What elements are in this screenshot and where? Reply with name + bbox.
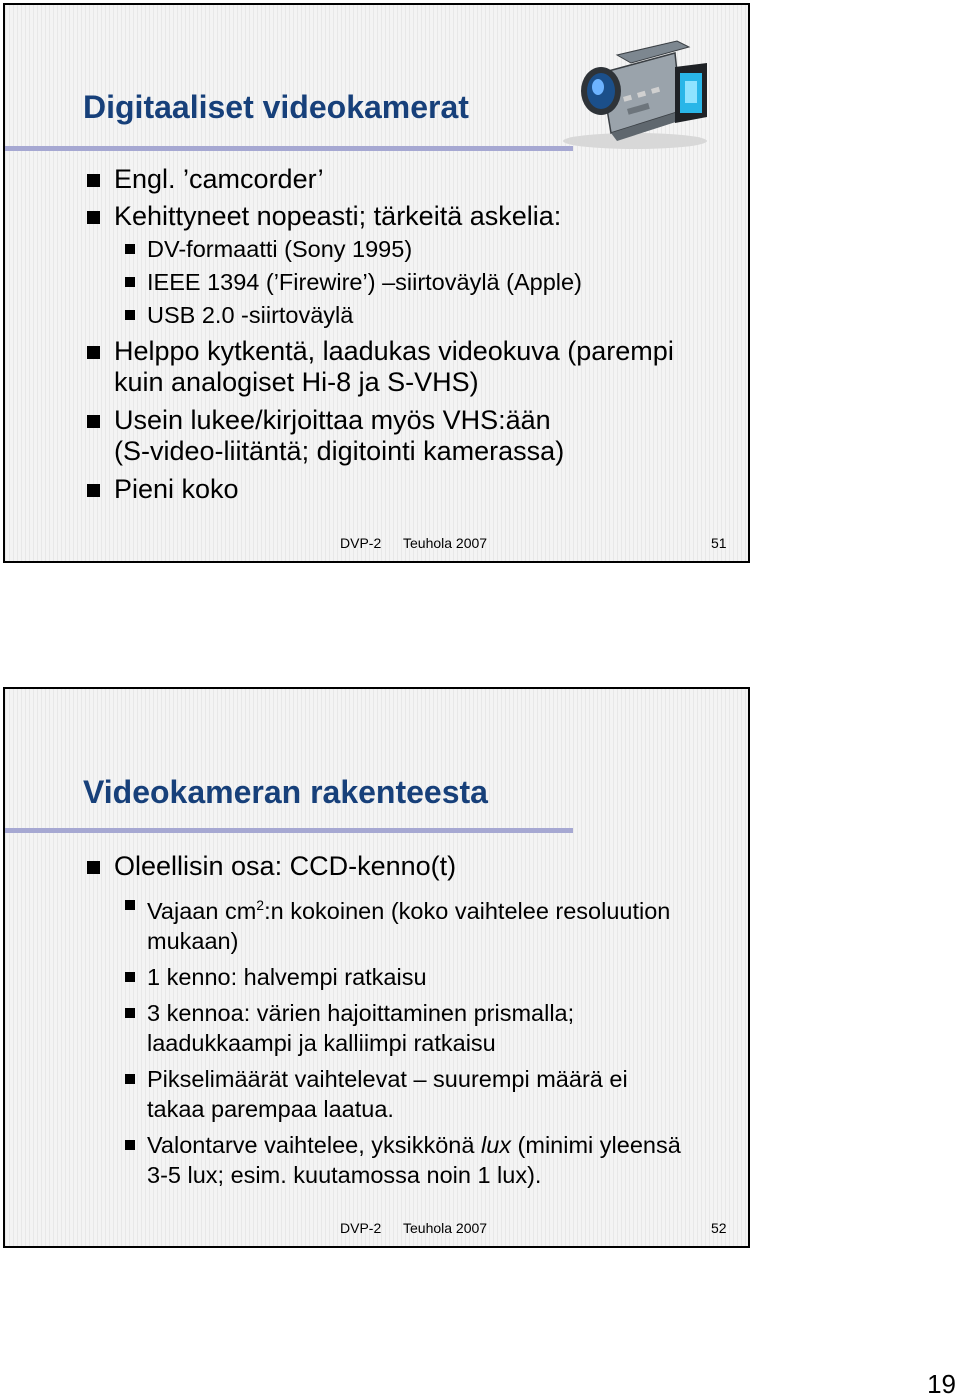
footer-author: Teuhola 2007	[403, 1220, 488, 1236]
footer-course: DVP-2	[340, 535, 382, 551]
sub-bullet-item: 3 kennoa: värien hajoittaminen prismalla; laadukkaampi ja kalliimpi ratkaisu	[5, 998, 748, 1058]
sub-bullet-item: Valontarve vaihtelee, yksikkönä lux (minimi yleensä 3-5 lux; esim. kuutamossa noin 1 lux).	[5, 1130, 748, 1190]
bullet-square-icon	[125, 1074, 135, 1084]
sub-bullet-item: 1 kenno: halvempi ratkaisu	[5, 962, 748, 992]
footer-slide-number: 52	[711, 1220, 727, 1236]
bullet-list	[5, 164, 748, 505]
bullet-square-icon	[87, 174, 100, 187]
slide-52	[3, 687, 750, 1248]
footer-course: DVP-2	[340, 1220, 382, 1236]
bullet-item: Engl. ’camcorder’	[5, 164, 748, 195]
bullet-item: Helppo kytkentä, laadukas videokuva (parempi kuin analogiset Hi-8 ja S-VHS)	[5, 336, 748, 398]
bullet-item: Usein lukee/kirjoittaa myös VHS:ään (S-video-liitäntä; digitointi kamerassa)	[5, 405, 748, 467]
slide-51	[3, 3, 750, 563]
bullet-item: Oleellisin osa: CCD-kenno(t)	[5, 851, 748, 882]
bullet-square-icon	[87, 861, 100, 874]
footer-author: Teuhola 2007	[403, 535, 488, 551]
bullet-square-icon	[87, 346, 100, 359]
title-rule	[5, 146, 573, 151]
footer-slide-number: 51	[711, 535, 727, 551]
bullet-square-icon	[125, 310, 135, 320]
slide-title: Videokameran rakenteesta	[83, 774, 488, 810]
sub-bullet-item: DV-formaatti (Sony 1995)	[5, 234, 748, 264]
sub-bullet-item: IEEE 1394 (’Firewire’) –siirtoväylä (Apple)	[5, 267, 748, 297]
bullet-square-icon	[87, 211, 100, 224]
bullet-square-icon	[125, 244, 135, 254]
bullet-square-icon	[87, 484, 100, 497]
page-number: 19	[927, 1369, 956, 1399]
bullet-item: Kehittyneet nopeasti; tärkeitä askelia:	[5, 201, 748, 232]
sub-bullet-item: Vajaan $cm^2:n$ kokoinen (koko vaihtelee resoluution mukaan)	[5, 890, 748, 956]
camcorder-image	[557, 33, 709, 151]
sub-bullet-item: Pikselimäärät vaihtelevat – suurempi määrä ei takaa parempaa laatua.	[5, 1064, 748, 1124]
bullet-square-icon	[125, 1140, 135, 1150]
title-rule	[5, 828, 573, 833]
sub-bullet-item: USB 2.0 -siirtoväylä	[5, 300, 748, 330]
bullet-item: Pieni koko	[5, 474, 748, 505]
bullet-square-icon	[125, 900, 135, 910]
bullet-square-icon	[125, 972, 135, 982]
bullet-list	[5, 851, 748, 1190]
bullet-square-icon	[125, 1008, 135, 1018]
slide-title: Digitaaliset videokamerat	[83, 89, 469, 125]
bullet-square-icon	[87, 415, 100, 428]
bullet-square-icon	[125, 277, 135, 287]
